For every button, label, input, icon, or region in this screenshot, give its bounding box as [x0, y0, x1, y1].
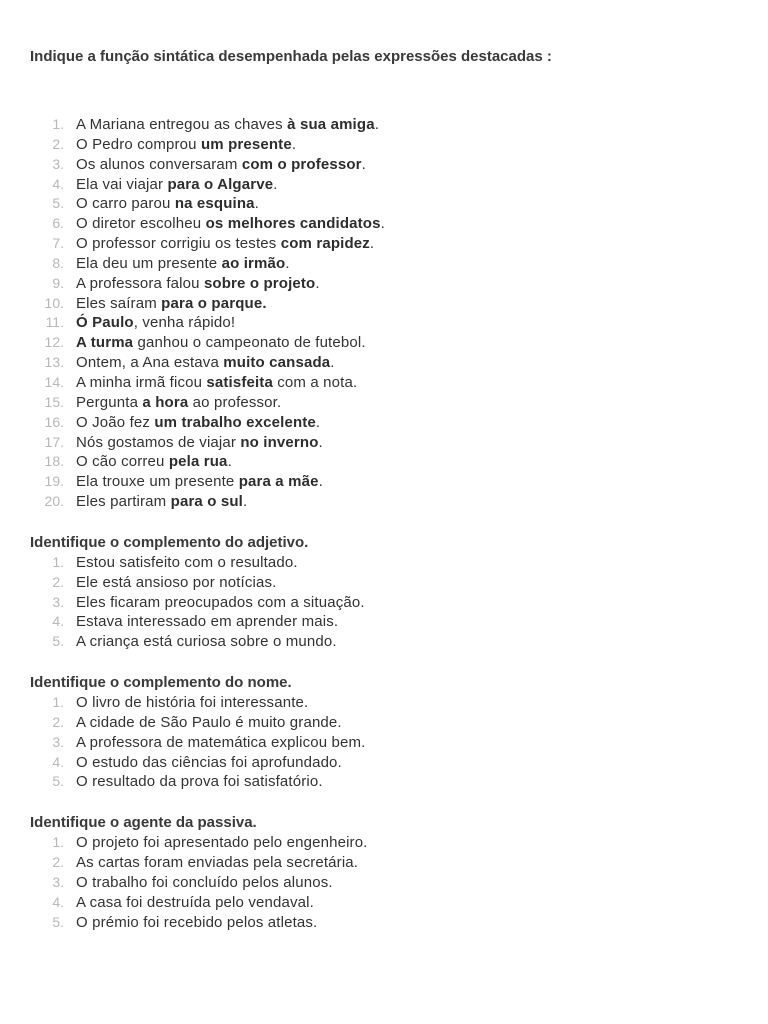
item-text: Ó Paulo, venha rápido! — [76, 314, 236, 332]
item-number: 11. — [45, 314, 64, 331]
highlighted-expression: A turma — [76, 334, 134, 352]
list-item — [30, 413, 740, 433]
list-item — [30, 472, 740, 492]
exercise-title: Indique a função sintática desempenhada pelas expressões destacadas : — [30, 48, 552, 65]
highlighted-expression: com o professor — [241, 155, 362, 173]
highlighted-expression: Ó Paulo — [76, 314, 134, 332]
item-text: As cartas foram enviadas pela secretária. — [76, 854, 359, 872]
list-item — [30, 373, 740, 393]
item-text: O diretor escolheu os melhores candidatos. — [76, 215, 385, 233]
item-text: A casa foi destruída pelo vendaval. — [76, 893, 314, 911]
list-item — [30, 853, 740, 873]
section-list — [30, 553, 740, 652]
highlighted-expression: para o Algarve — [167, 175, 274, 193]
item-number: 4. — [52, 893, 64, 910]
list-item — [30, 353, 740, 373]
list-item — [30, 274, 740, 294]
item-text: A turma ganhou o campeonato de futebol. — [76, 334, 366, 352]
document-page — [30, 47, 740, 933]
list-item — [30, 693, 740, 713]
item-number: 8. — [52, 254, 64, 271]
list-item — [30, 135, 740, 155]
item-text: Pergunta a hora ao professor. — [76, 393, 282, 411]
item-number: 2. — [52, 713, 64, 730]
highlighted-expression: a hora — [142, 393, 189, 411]
highlighted-expression: muito cansada — [223, 354, 331, 372]
item-number: 13. — [44, 354, 64, 371]
item-number: 9. — [52, 274, 64, 291]
item-text: Estava interessado em aprender mais. — [76, 613, 339, 631]
section-complemento-nome — [30, 673, 740, 792]
item-text: O prémio foi recebido pelos atletas. — [76, 913, 318, 931]
item-text: O professor corrigiu os testes com rapidez. — [76, 235, 375, 253]
item-number: 14. — [44, 373, 64, 390]
item-number: 18. — [44, 453, 64, 470]
item-number: 17. — [44, 433, 64, 450]
list-item — [30, 632, 740, 652]
list-item — [30, 313, 740, 333]
list-item — [30, 593, 740, 613]
item-number: 4. — [52, 613, 64, 630]
item-number: 5. — [52, 773, 64, 790]
item-number: 1. — [52, 553, 64, 570]
item-text: A professora de matemática explicou bem. — [76, 733, 366, 751]
item-text: O Pedro comprou um presente. — [76, 135, 297, 153]
section-agente-passiva — [30, 813, 740, 932]
item-number: 16. — [44, 413, 64, 430]
item-number: 3. — [52, 874, 64, 890]
item-number: 4. — [52, 753, 64, 770]
item-number: 10. — [44, 294, 64, 311]
list-item — [30, 893, 740, 913]
list-item — [30, 492, 740, 512]
list-item — [30, 115, 740, 135]
item-text: Nós gostamos de viajar no inverno. — [76, 433, 323, 451]
list-item — [30, 194, 740, 214]
item-text: Ela trouxe um presente para a mãe. — [76, 473, 323, 491]
highlighted-expression: um presente — [200, 135, 292, 153]
item-text: Eles ficaram preocupados com a situação. — [76, 593, 365, 611]
item-text: Ele está ansioso por notícias. — [76, 573, 277, 591]
list-item — [30, 452, 740, 472]
item-number: 1. — [52, 116, 64, 132]
highlighted-expression: para o parque. — [161, 294, 267, 312]
item-text: Ontem, a Ana estava muito cansada. — [76, 354, 335, 372]
item-text: O trabalho foi concluído pelos alunos. — [76, 874, 333, 891]
highlighted-expression: à sua amiga — [287, 116, 375, 133]
item-text: A professora falou sobre o projeto. — [76, 274, 320, 292]
item-number: 7. — [52, 235, 64, 252]
item-number: 19. — [44, 473, 64, 490]
item-number: 1. — [52, 834, 64, 851]
list-item — [30, 833, 740, 853]
item-number: 20. — [44, 493, 64, 510]
item-text: Os alunos conversaram com o professor. — [76, 155, 366, 173]
list-item — [30, 753, 740, 773]
list-item — [30, 214, 740, 234]
item-number: 1. — [52, 694, 64, 711]
highlighted-expression: para o sul — [170, 493, 243, 511]
highlighted-expression: satisfeita — [206, 373, 273, 391]
item-text: A cidade de São Paulo é muito grande. — [76, 713, 342, 731]
item-text: O resultado da prova foi satisfatório. — [76, 773, 323, 791]
list-item — [30, 175, 740, 195]
list-item — [30, 553, 740, 573]
item-number: 3. — [52, 733, 64, 750]
highlighted-expression: um trabalho excelente — [154, 413, 316, 431]
list-item — [30, 393, 740, 413]
highlighted-expression: com rapidez — [280, 235, 370, 253]
item-text: Eles saíram para o parque. — [76, 294, 267, 312]
list-item — [30, 333, 740, 353]
item-number: 2. — [52, 135, 64, 152]
item-number: 2. — [52, 854, 64, 871]
item-number: 5. — [52, 195, 64, 212]
list-item — [30, 234, 740, 254]
list-item — [30, 873, 740, 893]
section-list — [30, 693, 740, 792]
list-item — [30, 294, 740, 314]
item-number: 2. — [52, 573, 64, 590]
list-item — [30, 612, 740, 632]
highlighted-expression: na esquina — [174, 195, 255, 213]
highlighted-expression: os melhores candidatos — [205, 215, 381, 233]
item-number: 6. — [52, 215, 64, 232]
item-text: A Mariana entregou as chaves à sua amiga. — [76, 116, 380, 133]
section-complemento-adjetivo — [30, 533, 740, 652]
item-text: Ela vai viajar para o Algarve. — [76, 175, 278, 193]
item-number: 3. — [52, 155, 64, 172]
highlighted-expression: pela rua — [168, 453, 228, 471]
list-item — [30, 713, 740, 733]
section-list — [30, 833, 740, 932]
highlighted-expression: no inverno — [240, 433, 319, 451]
item-text: O estudo das ciências foi aprofundado. — [76, 753, 342, 771]
item-number: 4. — [52, 175, 64, 192]
highlighted-expression: para a mãe — [238, 473, 319, 491]
item-number: 3. — [52, 593, 64, 610]
list-item — [30, 433, 740, 453]
item-text: Estou satisfeito com o resultado. — [76, 553, 298, 571]
list-item — [30, 733, 740, 753]
highlighted-expression: sobre o projeto — [203, 274, 316, 292]
item-text: O cão correu pela rua. — [76, 453, 232, 471]
list-item — [30, 913, 740, 933]
list-item — [30, 155, 740, 175]
item-text: O João fez um trabalho excelente. — [76, 413, 321, 431]
item-text: Ela deu um presente ao irmão. — [76, 254, 290, 272]
item-number: 15. — [44, 393, 64, 410]
item-number: 5. — [52, 633, 64, 650]
list-item — [30, 254, 740, 274]
item-text: A criança está curiosa sobre o mundo. — [76, 633, 337, 651]
section-title: Identifique o complemento do nome. — [30, 674, 292, 692]
list-item — [30, 772, 740, 792]
item-text: O carro parou na esquina. — [76, 195, 259, 213]
section-title: Identifique o complemento do adjetivo. — [30, 533, 309, 551]
list-item — [30, 573, 740, 593]
exercise-list — [30, 115, 740, 512]
item-text: O projeto foi apresentado pelo engenheiro. — [76, 834, 368, 852]
item-text: Eles partiram para o sul. — [76, 493, 248, 511]
item-number: 5. — [52, 913, 64, 930]
item-text: O livro de história foi interessante. — [76, 694, 309, 712]
section-title: Identifique o agente da passiva. — [30, 814, 257, 832]
highlighted-expression: ao irmão — [221, 254, 286, 272]
item-text: A minha irmã ficou satisfeita com a nota. — [76, 373, 358, 391]
item-number: 12. — [44, 334, 64, 351]
